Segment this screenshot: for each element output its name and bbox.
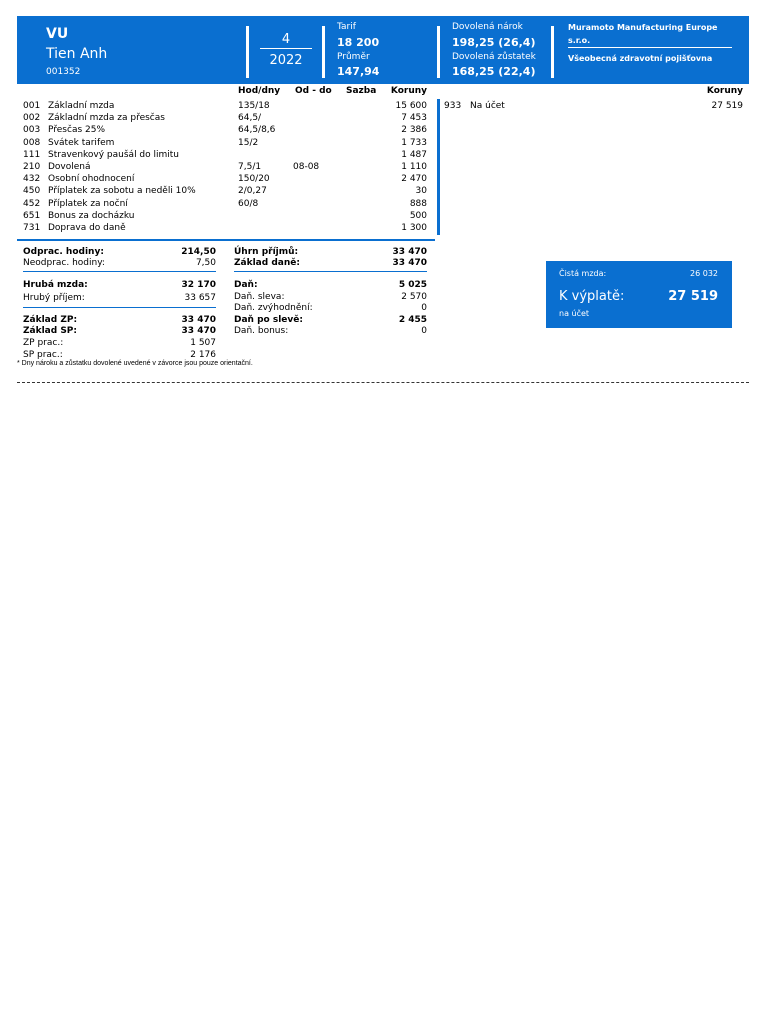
net-pay-box — [546, 261, 732, 328]
col-koruny: Koruny — [390, 86, 427, 96]
zp-prac-label: ZP prac.: — [23, 338, 64, 348]
item-name: Stravenkový paušál do limitu — [48, 149, 180, 160]
dan-bonus-label: Daň. bonus: — [234, 326, 289, 336]
item-name: Přesčas 25% — [48, 125, 106, 136]
col-hod-dny: Hod/dny — [238, 86, 281, 96]
deduction-koruny: 27 519 — [711, 101, 743, 111]
dovolena-narok-value: 198,25 (26,4) — [452, 36, 536, 49]
table-separator — [437, 99, 440, 235]
dan-zvyhodneni-label: Daň. zvýhodnění: — [234, 303, 313, 313]
table-row — [0, 185, 440, 197]
sp-prac-label: SP prac.: — [23, 350, 63, 360]
item-code: 651 — [23, 210, 41, 221]
header-banner — [17, 16, 749, 84]
uhrn-label: Úhrn příjmů: — [234, 247, 299, 257]
odprac-value: 214,50 — [181, 247, 216, 257]
zp-prac-value: 1 507 — [190, 338, 216, 348]
prumer-label: Průměr — [337, 52, 370, 62]
item-koruny: 1 733 — [401, 137, 427, 148]
table-row — [0, 161, 440, 173]
item-code: 452 — [23, 198, 41, 209]
item-koruny: 888 — [409, 198, 427, 209]
zaklad-dane-label: Základ daně: — [234, 258, 300, 268]
table-bottom-line — [17, 239, 435, 241]
hruby-prijem-value: 33 657 — [184, 293, 216, 303]
period-month: 4 — [281, 32, 291, 47]
dan-sleva-label: Daň. sleva: — [234, 292, 285, 302]
period-divider — [260, 48, 312, 49]
hruba-label: Hrubá mzda: — [23, 280, 88, 290]
company-suffix: s.r.o. — [568, 36, 591, 45]
tarif-value: 18 200 — [337, 36, 380, 49]
item-hod-dny: 2/0,27 — [238, 186, 267, 197]
dovolena-narok-label: Dovolená nárok — [452, 22, 523, 32]
item-koruny: 500 — [409, 210, 427, 221]
item-hod-dny: 150/20 — [238, 174, 270, 185]
footnote: * Dny nároku a zůstatku dovolené uvedené v závorce jsou pouze orientační. — [17, 360, 253, 367]
divider — [437, 26, 440, 78]
divider — [234, 271, 427, 272]
item-name: Základní mzda — [48, 101, 115, 111]
odprac-label: Odprac. hodiny: — [23, 247, 104, 257]
item-name: Základní mzda za přesčas — [48, 113, 165, 124]
dan-sleva-value: 2 570 — [401, 292, 427, 302]
hruby-prijem-label: Hrubý příjem: — [23, 293, 85, 303]
zaklad-zp-value: 33 470 — [181, 315, 216, 325]
na-ucet-label: na účet — [559, 309, 590, 318]
company-name: Muramoto Manufacturing Europe — [568, 23, 718, 32]
divider — [551, 26, 554, 78]
prumer-value: 147,94 — [337, 65, 380, 78]
item-code: 111 — [23, 149, 41, 160]
company-divider — [568, 47, 732, 48]
item-name: Příplatek za noční — [48, 198, 128, 209]
item-koruny: 1 487 — [401, 149, 427, 160]
item-hod-dny: 135/18 — [238, 101, 270, 111]
item-hod-dny: 15/2 — [238, 137, 259, 148]
item-koruny: 1 300 — [401, 223, 427, 233]
item-code: 210 — [23, 162, 41, 172]
item-code: 001 — [23, 101, 41, 111]
dan-label: Daň: — [234, 280, 258, 290]
neodprac-label: Neodprac. hodiny: — [23, 258, 105, 268]
item-code: 432 — [23, 174, 41, 185]
employee-full-name: Tien Anh — [46, 46, 108, 62]
item-code: 450 — [23, 186, 41, 197]
employee-id: 001352 — [46, 67, 81, 77]
item-hod-dny: 64,5/ — [238, 113, 262, 124]
col-koruny-deductions: Koruny — [706, 86, 743, 96]
zaklad-dane-value: 33 470 — [392, 258, 427, 268]
dovolena-zustatek-value: 168,25 (22,4) — [452, 65, 536, 78]
k-vyplate-label: K výplatě: — [559, 289, 625, 304]
table-row — [0, 149, 440, 161]
col-od-do: Od - do — [295, 86, 332, 96]
divider — [23, 271, 216, 272]
divider — [322, 26, 325, 78]
cut-line — [17, 382, 749, 383]
dan-po-sleve-label: Daň po slevě: — [234, 315, 303, 325]
dovolena-zustatek-label: Dovolená zůstatek — [452, 52, 536, 62]
tarif-label: Tarif — [337, 22, 356, 32]
item-code: 002 — [23, 113, 41, 124]
item-koruny: 2 470 — [401, 174, 427, 185]
insurance-name: Všeobecná zdravotní pojišťovna — [568, 54, 713, 63]
item-hod-dny: 64,5/8,6 — [238, 125, 276, 136]
item-koruny: 15 600 — [395, 101, 427, 111]
item-name: Příplatek za sobotu a neděli 10% — [48, 186, 196, 197]
zaklad-zp-label: Základ ZP: — [23, 315, 78, 325]
col-sazba: Sazba — [346, 86, 377, 96]
table-row — [0, 137, 440, 149]
item-code: 731 — [23, 223, 41, 233]
item-od-do: 08-08 — [293, 162, 320, 172]
item-name: Bonus za docházku — [48, 210, 135, 221]
cista-mzda-value: 26 032 — [690, 269, 718, 278]
dan-zvyhodneni-value: 0 — [421, 303, 427, 313]
item-code: 008 — [23, 137, 41, 148]
table-row — [0, 112, 440, 124]
dan-value: 5 025 — [398, 280, 427, 290]
zaklad-sp-value: 33 470 — [181, 326, 216, 336]
uhrn-value: 33 470 — [392, 247, 427, 257]
divider — [246, 26, 249, 78]
item-name: Svátek tarifem — [48, 137, 115, 148]
item-koruny: 1 110 — [401, 162, 427, 172]
table-row — [0, 198, 440, 210]
neodprac-value: 7,50 — [195, 258, 216, 268]
item-name: Doprava do daně — [48, 223, 126, 233]
hruba-value: 32 170 — [181, 280, 216, 290]
period-year: 2022 — [269, 53, 303, 68]
table-row — [0, 124, 440, 136]
deduction-row — [0, 100, 768, 112]
item-hod-dny: 60/8 — [238, 198, 259, 209]
dan-bonus-value: 0 — [421, 326, 427, 336]
table-row — [0, 173, 440, 185]
item-koruny: 7 453 — [401, 113, 427, 124]
zaklad-sp-label: Základ SP: — [23, 326, 77, 336]
deduction-code: 933 — [444, 101, 462, 111]
cista-mzda-label: Čistá mzda: — [559, 269, 607, 278]
column-headers — [0, 85, 768, 97]
k-vyplate-value: 27 519 — [668, 289, 718, 304]
divider — [23, 307, 216, 308]
table-row — [0, 210, 440, 222]
deduction-name: Na účet — [470, 101, 505, 111]
sp-prac-value: 2 176 — [190, 350, 216, 360]
table-row — [0, 222, 440, 234]
employee-short-name: VU — [46, 26, 69, 42]
dan-po-sleve-value: 2 455 — [398, 315, 427, 325]
item-koruny: 30 — [415, 186, 427, 197]
item-koruny: 2 386 — [401, 125, 427, 136]
item-name: Osobní ohodnocení — [48, 174, 135, 185]
item-code: 003 — [23, 125, 41, 136]
item-hod-dny: 7,5/1 — [238, 162, 262, 172]
item-name: Dovolená — [48, 162, 91, 172]
